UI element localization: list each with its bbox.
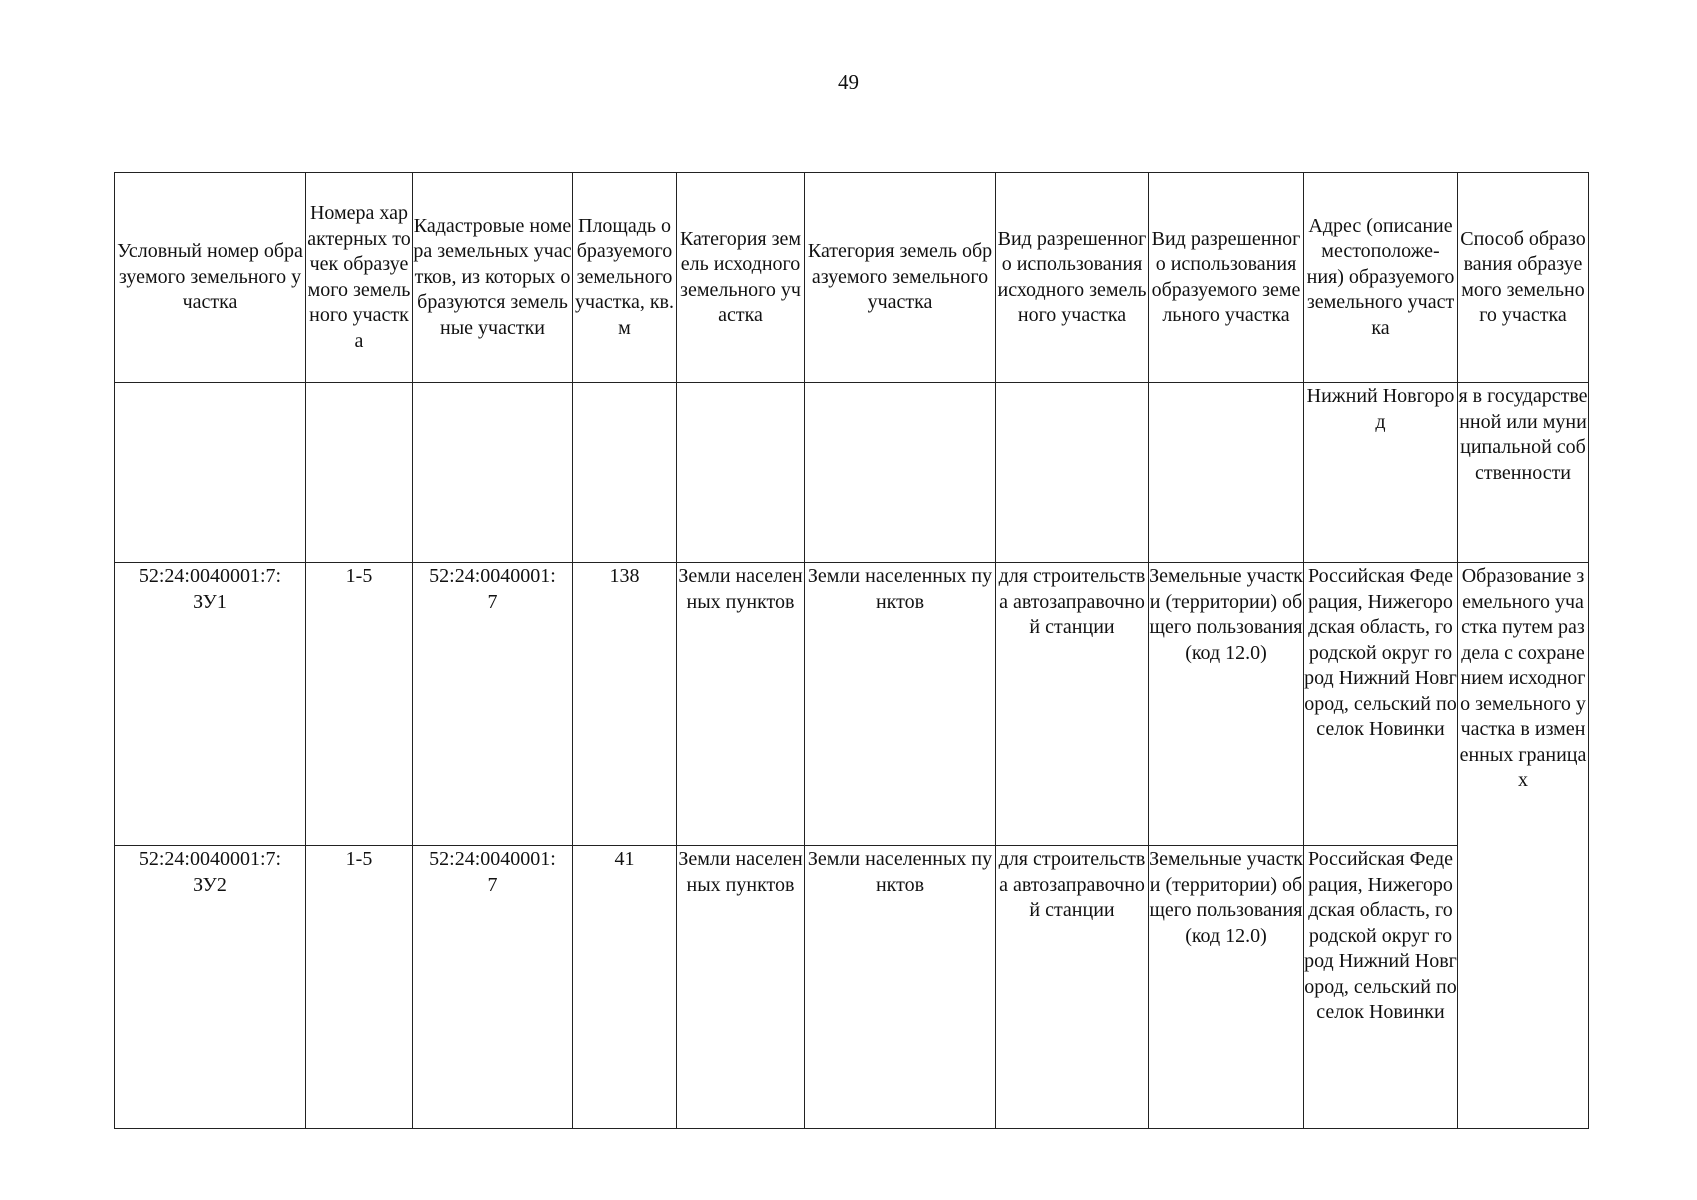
plot-method: Образование земельного участка путем раздела с сохранением исходного земельного участка в измененных границах bbox=[1458, 563, 1589, 1129]
plot-category-new: Земли населенных пунктов bbox=[805, 563, 996, 846]
plot-area: 41 bbox=[573, 846, 677, 1129]
table-header-row bbox=[115, 173, 1589, 383]
header-use-new: Вид разрешенного использования образуемого земельного участка bbox=[1149, 173, 1304, 383]
continuation-address: Нижний Новгород bbox=[1304, 383, 1458, 563]
plot-address: Российская Федерация, Нижегородская область, городской округ город Нижний Новгород, сельский поселок Новинки bbox=[1304, 563, 1458, 846]
plot-category-new: Земли населенных пунктов bbox=[805, 846, 996, 1129]
continuation-method: я в государственной или муниципальной собственности bbox=[1458, 383, 1589, 563]
plot-cadastral: 52:24:0040001: 7 bbox=[413, 563, 573, 846]
header-use-source: Вид разрешенного использования исходного земельного участка bbox=[996, 173, 1149, 383]
plot-category-source: Земли населенных пунктов bbox=[677, 846, 805, 1129]
header-plot-number: Условный номер образуемого земельного участка bbox=[115, 173, 306, 383]
plot-use-new: Земельные участки (территории) общего пользования (код 12.0) bbox=[1149, 846, 1304, 1129]
plot-area: 138 bbox=[573, 563, 677, 846]
header-method: Способ образования образуемого земельного участка bbox=[1458, 173, 1589, 383]
land-plots-table bbox=[114, 172, 1589, 1129]
page-number: 49 bbox=[838, 70, 859, 94]
plot-use-new: Земельные участки (территории) общего пользования (код 12.0) bbox=[1149, 563, 1304, 846]
table-row bbox=[115, 846, 1589, 1129]
continuation-row bbox=[115, 383, 1589, 563]
plot-address: Российская Федерация, Нижегородская область, городской округ город Нижний Новгород, сельский поселок Новинки bbox=[1304, 846, 1458, 1129]
table-row bbox=[115, 563, 1589, 846]
plot-use-source: для строительства автозаправочной станции bbox=[996, 846, 1149, 1129]
plot-number: 52:24:0040001:7: ЗУ1 bbox=[115, 563, 306, 846]
plot-category-source: Земли населенных пунктов bbox=[677, 563, 805, 846]
header-address: Адрес (описание местоположе- ния) образуемого земельного участка bbox=[1304, 173, 1458, 383]
plot-cadastral: 52:24:0040001: 7 bbox=[413, 846, 573, 1129]
header-cadastral: Кадастровые номера земельных участков, из которых образуются земельные участки bbox=[413, 173, 573, 383]
plot-points: 1-5 bbox=[306, 563, 413, 846]
header-points: Номера характерных точек образуемого земельного участка bbox=[306, 173, 413, 383]
plot-use-source: для строительства автозаправочной станции bbox=[996, 563, 1149, 846]
plot-points: 1-5 bbox=[306, 846, 413, 1129]
header-category-source: Категория земель исходного земельного участка bbox=[677, 173, 805, 383]
plot-number: 52:24:0040001:7: ЗУ2 bbox=[115, 846, 306, 1129]
header-category-new: Категория земель образуемого земельного участка bbox=[805, 173, 996, 383]
header-area: Площадь образуемого земельного участка, кв.м bbox=[573, 173, 677, 383]
